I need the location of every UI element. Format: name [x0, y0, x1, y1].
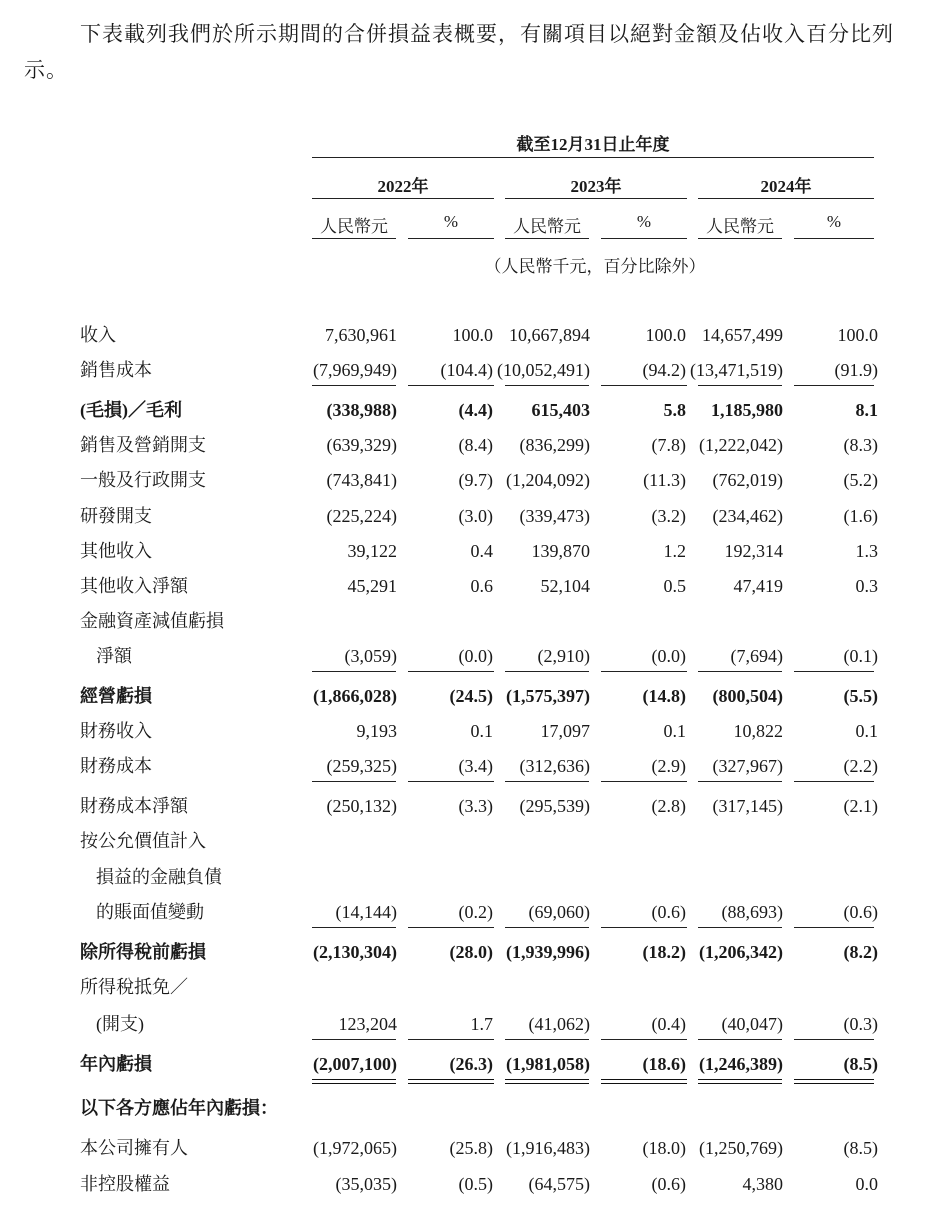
- row-label: 淨額: [96, 646, 132, 666]
- amount-cell: (64,575): [528, 1174, 590, 1194]
- amount-cell: (7,694): [730, 646, 783, 666]
- amount-cell: (317,145): [712, 796, 783, 816]
- amount-cell: 615,403: [531, 400, 590, 420]
- amount-cell: (1,246,389): [699, 1054, 783, 1074]
- amount-cell: (2,130,304): [313, 942, 397, 962]
- total-double-rule: [794, 1079, 874, 1084]
- percent-cell: (0.6): [843, 902, 878, 922]
- amount-cell: (259,325): [326, 756, 397, 776]
- amount-cell: (295,539): [519, 796, 590, 816]
- amount-cell: 7,630,961: [325, 325, 397, 345]
- amount-cell: (1,866,028): [313, 686, 397, 706]
- percent-cell: (91.9): [834, 360, 878, 380]
- row-label: 經營虧損: [80, 686, 152, 706]
- table-row: [0, 793, 936, 819]
- amount-cell: (2,007,100): [313, 1054, 397, 1074]
- percent-cell: (3.3): [458, 796, 493, 816]
- row-label: 其他收入淨額: [80, 576, 188, 596]
- table-row: [0, 683, 936, 709]
- row-label: 的賬面值變動: [96, 902, 204, 922]
- amount-cell: (3,059): [344, 646, 397, 666]
- table-row: [0, 357, 936, 383]
- row-label: 以下各方應佔年內虧損：: [80, 1098, 278, 1118]
- amount-cell: (10,052,491): [497, 360, 590, 380]
- percent-cell: (2.9): [651, 756, 686, 776]
- subtotal-rule: [312, 385, 396, 386]
- subtotal-rule: [698, 385, 782, 386]
- subtotal-rule: [601, 781, 687, 782]
- amount-cell: 47,419: [733, 576, 783, 596]
- percent-cell: 0.3: [855, 576, 878, 596]
- subtotal-rule: [408, 781, 494, 782]
- row-label: 本公司擁有人: [80, 1138, 188, 1158]
- percent-cell: (8.2): [843, 942, 878, 962]
- percent-cell: 0.1: [855, 721, 878, 741]
- percent-cell: 100.0: [452, 325, 493, 345]
- amount-cell: (40,047): [721, 1014, 783, 1034]
- subtotal-rule: [698, 671, 782, 672]
- subtotal-rule: [698, 1039, 782, 1040]
- percent-cell: 0.6: [470, 576, 493, 596]
- table-row: [0, 538, 936, 564]
- amount-cell: (7,969,949): [313, 360, 397, 380]
- amount-cell: (88,693): [721, 902, 783, 922]
- row-label: (開支): [96, 1014, 144, 1034]
- percent-cell: (28.0): [449, 942, 493, 962]
- percent-cell: (0.6): [651, 1174, 686, 1194]
- amount-cell: 45,291: [347, 576, 397, 596]
- amount-cell: (1,206,342): [699, 942, 783, 962]
- percent-cell: 0.1: [663, 721, 686, 741]
- percent-cell: (8.5): [843, 1138, 878, 1158]
- amount-cell: 192,314: [724, 541, 783, 561]
- col-rule-pct-2023: [601, 238, 687, 239]
- subtotal-rule: [601, 671, 687, 672]
- amount-cell: (1,916,483): [506, 1138, 590, 1158]
- subtotal-rule: [408, 671, 494, 672]
- percent-cell: (0.0): [458, 646, 493, 666]
- subtotal-rule: [312, 927, 396, 928]
- total-double-rule: [408, 1079, 494, 1084]
- percent-cell: 5.8: [663, 400, 686, 420]
- row-label: 非控股權益: [80, 1174, 170, 1194]
- amount-cell: (1,222,042): [699, 435, 783, 455]
- amount-cell: 17,097: [540, 721, 590, 741]
- subtotal-rule: [794, 385, 874, 386]
- amount-cell: (639,329): [326, 435, 397, 455]
- table-row: [0, 467, 936, 493]
- year-rule-2022: [312, 198, 494, 199]
- table-row: [0, 1011, 936, 1037]
- percent-cell: (24.5): [449, 686, 493, 706]
- table-row: [0, 1095, 936, 1121]
- row-label: 損益的金融負債: [96, 867, 222, 887]
- percent-cell: 0.1: [470, 721, 493, 741]
- amount-cell: 39,122: [347, 541, 397, 561]
- amount-cell: 10,667,894: [509, 325, 590, 345]
- row-label: (毛損)／毛利: [80, 400, 182, 420]
- row-label: 收入: [80, 325, 116, 345]
- amount-cell: (339,473): [519, 506, 590, 526]
- amount-cell: (14,144): [335, 902, 397, 922]
- table-row: [0, 828, 936, 854]
- intro-paragraph: 下表載列我們於所示期間的合併損益表概要，有關項目以絕對金額及佔收入百分比列示。: [24, 22, 894, 82]
- percent-cell: (0.3): [843, 1014, 878, 1034]
- percent-cell: (5.5): [843, 686, 878, 706]
- unit-note: （人民幣千元，百分比除外）: [484, 257, 706, 276]
- year-header-2023: 2023年: [570, 177, 622, 196]
- percent-cell: (3.0): [458, 506, 493, 526]
- subtotal-rule: [505, 671, 589, 672]
- col-rmb-2024: 人民幣元: [706, 217, 774, 236]
- col-rmb-2022: 人民幣元: [320, 217, 388, 236]
- amount-cell: 4,380: [742, 1174, 783, 1194]
- subtotal-rule: [794, 781, 874, 782]
- col-rule-pct-2022: [408, 238, 494, 239]
- amount-cell: 123,204: [338, 1014, 397, 1034]
- percent-cell: (0.6): [651, 902, 686, 922]
- percent-cell: (14.8): [642, 686, 686, 706]
- percent-cell: (104.4): [440, 360, 493, 380]
- row-label: 研發開支: [80, 506, 152, 526]
- amount-cell: (234,462): [712, 506, 783, 526]
- table-row: [0, 397, 936, 423]
- percent-cell: 1.2: [663, 541, 686, 561]
- amount-cell: (1,250,769): [699, 1138, 783, 1158]
- table-row: [0, 753, 936, 779]
- percent-cell: (7.8): [651, 435, 686, 455]
- amount-cell: (35,035): [335, 1174, 397, 1194]
- percent-cell: (3.4): [458, 756, 493, 776]
- subtotal-rule: [505, 385, 589, 386]
- table-row: [0, 864, 936, 890]
- row-label: 除所得稅前虧損: [80, 942, 206, 962]
- col-pct-2024: %: [826, 212, 842, 231]
- amount-cell: (762,019): [712, 470, 783, 490]
- row-label: 一般及行政開支: [80, 470, 206, 490]
- table-row: [0, 322, 936, 348]
- subtotal-rule: [698, 781, 782, 782]
- year-rule-2023: [505, 198, 687, 199]
- table-row: [0, 1135, 936, 1161]
- amount-cell: (327,967): [712, 756, 783, 776]
- percent-cell: (0.5): [458, 1174, 493, 1194]
- amount-cell: 52,104: [540, 576, 590, 596]
- row-label: 所得稅抵免／: [80, 977, 188, 997]
- period-header: 截至12月31日止年度: [516, 135, 670, 154]
- percent-cell: (5.2): [843, 470, 878, 490]
- percent-cell: (4.4): [458, 400, 493, 420]
- percent-cell: (18.0): [642, 1138, 686, 1158]
- percent-cell: (0.2): [458, 902, 493, 922]
- table-row: [0, 1051, 936, 1077]
- percent-cell: 100.0: [645, 325, 686, 345]
- amount-cell: (1,972,065): [313, 1138, 397, 1158]
- table-row: [0, 974, 936, 1000]
- row-label: 其他收入: [80, 541, 152, 561]
- subtotal-rule: [794, 671, 874, 672]
- percent-cell: (8.3): [843, 435, 878, 455]
- subtotal-rule: [408, 927, 494, 928]
- total-double-rule: [601, 1079, 687, 1084]
- amount-cell: (69,060): [528, 902, 590, 922]
- col-rmb-2023: 人民幣元: [513, 217, 581, 236]
- subtotal-rule: [408, 1039, 494, 1040]
- table-row: [0, 573, 936, 599]
- amount-cell: (743,841): [326, 470, 397, 490]
- subtotal-rule: [312, 1039, 396, 1040]
- percent-cell: (2.8): [651, 796, 686, 816]
- total-double-rule: [505, 1079, 589, 1084]
- percent-cell: 100.0: [837, 325, 878, 345]
- percent-cell: (18.6): [642, 1054, 686, 1074]
- col-rule-rmb-2023: [505, 238, 589, 239]
- amount-cell: (836,299): [519, 435, 590, 455]
- subtotal-rule: [794, 1039, 874, 1040]
- amount-cell: (1,575,397): [506, 686, 590, 706]
- amount-cell: (2,910): [537, 646, 590, 666]
- amount-cell: (312,636): [519, 756, 590, 776]
- subtotal-rule: [794, 927, 874, 928]
- row-label: 銷售成本: [80, 360, 152, 380]
- percent-cell: (8.5): [843, 1054, 878, 1074]
- amount-cell: (250,132): [326, 796, 397, 816]
- percent-cell: (8.4): [458, 435, 493, 455]
- row-label: 金融資產減值虧損: [80, 611, 224, 631]
- amount-cell: (1,939,996): [506, 942, 590, 962]
- period-header-rule: [312, 157, 874, 158]
- percent-cell: (3.2): [651, 506, 686, 526]
- percent-cell: 1.7: [470, 1014, 493, 1034]
- amount-cell: (1,981,058): [506, 1054, 590, 1074]
- subtotal-rule: [312, 781, 396, 782]
- percent-cell: 0.4: [470, 541, 493, 561]
- percent-cell: (0.0): [651, 646, 686, 666]
- subtotal-rule: [505, 1039, 589, 1040]
- amount-cell: 9,193: [356, 721, 397, 741]
- amount-cell: (41,062): [528, 1014, 590, 1034]
- amount-cell: 139,870: [531, 541, 590, 561]
- subtotal-rule: [601, 385, 687, 386]
- subtotal-rule: [505, 927, 589, 928]
- subtotal-rule: [601, 927, 687, 928]
- subtotal-rule: [601, 1039, 687, 1040]
- amount-cell: 14,657,499: [702, 325, 783, 345]
- subtotal-rule: [312, 671, 396, 672]
- percent-cell: (2.1): [843, 796, 878, 816]
- amount-cell: 10,822: [733, 721, 783, 741]
- amount-cell: (13,471,519): [690, 360, 783, 380]
- table-row: [0, 432, 936, 458]
- percent-cell: 0.0: [855, 1174, 878, 1194]
- total-double-rule: [698, 1079, 782, 1084]
- subtotal-rule: [698, 927, 782, 928]
- col-pct-2022: %: [443, 212, 459, 231]
- row-label: 財務收入: [80, 721, 152, 741]
- year-rule-2024: [698, 198, 874, 199]
- table-row: [0, 718, 936, 744]
- row-label: 銷售及營銷開支: [80, 435, 206, 455]
- table-row: [0, 939, 936, 965]
- percent-cell: (25.8): [449, 1138, 493, 1158]
- percent-cell: 0.5: [663, 576, 686, 596]
- percent-cell: (0.1): [843, 646, 878, 666]
- percent-cell: (0.4): [651, 1014, 686, 1034]
- col-rule-rmb-2024: [698, 238, 782, 239]
- percent-cell: (26.3): [449, 1054, 493, 1074]
- percent-cell: (1.6): [843, 506, 878, 526]
- col-pct-2023: %: [636, 212, 652, 231]
- amount-cell: (800,504): [712, 686, 783, 706]
- amount-cell: (338,988): [326, 400, 397, 420]
- table-row: [0, 503, 936, 529]
- subtotal-rule: [408, 385, 494, 386]
- percent-cell: 8.1: [855, 400, 878, 420]
- percent-cell: (9.7): [458, 470, 493, 490]
- row-label: 年內虧損: [80, 1054, 152, 1074]
- percent-cell: (18.2): [642, 942, 686, 962]
- amount-cell: (1,204,092): [506, 470, 590, 490]
- col-rule-rmb-2022: [312, 238, 396, 239]
- percent-cell: (11.3): [643, 470, 686, 490]
- total-double-rule: [312, 1079, 396, 1084]
- percent-cell: (2.2): [843, 756, 878, 776]
- table-row: [0, 643, 936, 669]
- table-row: [0, 1171, 936, 1197]
- row-label: 財務成本淨額: [80, 796, 188, 816]
- table-row: [0, 608, 936, 634]
- percent-cell: 1.3: [855, 541, 878, 561]
- table-row: [0, 899, 936, 925]
- row-label: 財務成本: [80, 756, 152, 776]
- row-label: 按公允價值計入: [80, 831, 206, 851]
- amount-cell: 1,185,980: [711, 400, 783, 420]
- amount-cell: (225,224): [326, 506, 397, 526]
- percent-cell: (94.2): [642, 360, 686, 380]
- subtotal-rule: [505, 781, 589, 782]
- year-header-2022: 2022年: [377, 177, 429, 196]
- col-rule-pct-2024: [794, 238, 874, 239]
- year-header-2024: 2024年: [760, 177, 812, 196]
